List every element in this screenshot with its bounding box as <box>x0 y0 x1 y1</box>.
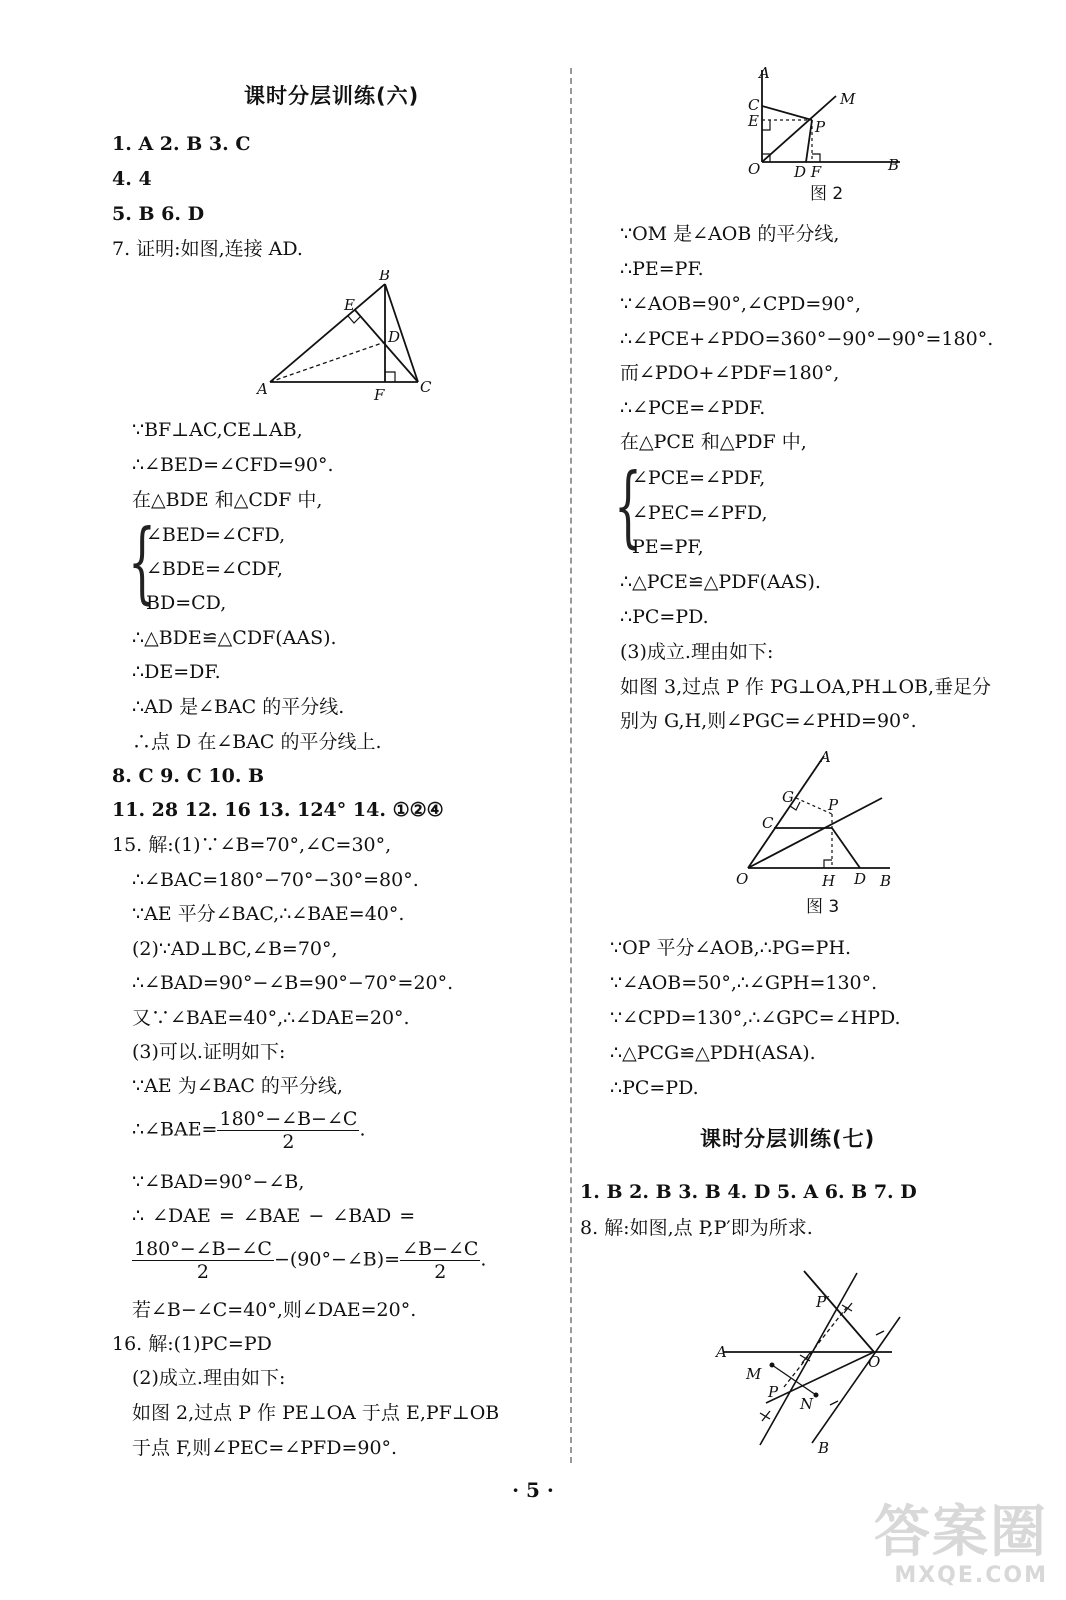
proof-line: ∴DE=DF. <box>132 661 221 683</box>
label-o: O <box>868 1353 881 1371</box>
label-a: A <box>716 1343 727 1361</box>
proof-line: ∵∠BAD=90°−∠B, <box>132 1171 305 1193</box>
proof-line: ∴∠PCE=∠PDF. <box>620 397 766 419</box>
proof-line: 在△PCE 和△PDF 中, <box>620 431 807 453</box>
label-b: B <box>379 270 391 284</box>
label-o: O <box>736 870 749 888</box>
label-g: G <box>782 788 794 806</box>
system-brace: { <box>614 454 642 557</box>
label-e: E <box>748 112 759 130</box>
watermark-logo: 答案圈 <box>874 1500 1048 1565</box>
figure-3-caption: 图 3 <box>806 897 840 917</box>
answer-line: 8. C 9. C 10. B <box>112 765 265 787</box>
label-p: P <box>768 1383 779 1401</box>
fraction-line: $\frac{180^\circ-\angle B-\angle C}{2}$ −(90°−∠B)= $\frac{\angle B-\angle C}{2}$ . <box>134 1238 487 1283</box>
proof-line: ∵OM 是∠AOB 的平分线, <box>620 223 840 245</box>
label-b: B <box>818 1439 830 1457</box>
proof-line: ∵BF⊥AC,CE⊥AB, <box>132 419 303 441</box>
label-c: C <box>762 814 774 832</box>
label-b: B <box>888 156 900 174</box>
proof-line: ∴AD 是∠BAC 的平分线. <box>132 696 345 718</box>
label-p: P <box>815 118 826 136</box>
fraction-line: ∴∠BAE= $\frac{180^\circ-\angle B-\angle C}{2}$ . <box>132 1108 366 1153</box>
figure-2-caption: 图 2 <box>810 184 844 204</box>
proof-line: 如图 3,过点 P 作 PG⊥OA,PH⊥OB,垂足分 <box>620 676 992 698</box>
proof-line: ∵OP 平分∠AOB,∴PG=PH. <box>610 937 852 959</box>
answer-line: 7. 证明:如图,连接 AD. <box>112 238 303 260</box>
proof-line: 于点 F,则∠PEC=∠PFD=90°. <box>132 1437 398 1459</box>
proof-line: ∴∠BED=∠CFD=90°. <box>132 454 334 476</box>
system-line: ∠BED=∠CFD, <box>146 524 286 546</box>
proof-line: ∴PC=PD. <box>620 606 709 628</box>
proof-line: (2)成立.理由如下: <box>132 1367 286 1389</box>
answer-line: 8. 解:如图,点 P,P′即为所求. <box>580 1217 813 1239</box>
label-m: M <box>840 90 856 108</box>
proof-line: ∴∠PCE+∠PDO=360°−90°−90°=180°. <box>620 328 994 350</box>
answer-line: 4. 4 <box>112 168 152 190</box>
proof-line: ∴∠BAD=90°−∠B=90°−70°=20°. <box>132 972 454 994</box>
proof-line: ∵∠AOB=90°,∠CPD=90°, <box>620 293 862 315</box>
answer-line: 1. A 2. B 3. C <box>112 133 251 155</box>
answer-line: 16. 解:(1)PC=PD <box>112 1333 272 1355</box>
system-brace: { <box>128 510 156 613</box>
system-line: BD=CD, <box>146 592 227 614</box>
proof-line: ∴△BDE≌△CDF(AAS). <box>132 627 337 649</box>
figure-4 <box>712 1255 912 1460</box>
label-a: A <box>257 380 268 398</box>
figure-triangle-abc <box>250 270 450 405</box>
proof-line: ∴PE=PF. <box>620 258 704 280</box>
proof-line: ∵AE 为∠BAC 的平分线, <box>132 1075 343 1097</box>
system-line: ∠PCE=∠PDF, <box>632 467 766 489</box>
watermark-url: MXQE.COM <box>894 1563 1048 1588</box>
proof-line: 若∠B−∠C=40°,则∠DAE=20°. <box>132 1299 417 1321</box>
column-divider <box>570 68 572 1463</box>
figure-2 <box>740 62 910 182</box>
answer-line: 1. B 2. B 3. B 4. D 5. A 6. B 7. D <box>580 1181 917 1203</box>
proof-line: ∴△PCE≌△PDF(AAS). <box>620 571 821 593</box>
answer-line: 5. B 6. D <box>112 203 205 225</box>
proof-line: 如图 2,过点 P 作 PE⊥OA 于点 E,PF⊥OB <box>132 1402 500 1424</box>
proof-line: ∵∠CPD=130°,∴∠GPC=∠HPD. <box>610 1007 901 1029</box>
label-e: E <box>344 296 355 314</box>
label-p-prime: P′ <box>816 1293 830 1311</box>
answer-line: 11. 28 12. 16 13. 124° 14. ①②④ <box>112 799 444 821</box>
label-n: N <box>800 1395 814 1413</box>
system-line: ∠PEC=∠PFD, <box>632 502 768 524</box>
system-line: PE=PF, <box>632 536 704 558</box>
proof-line: (3)成立.理由如下: <box>620 641 774 663</box>
page-number: · 5 · <box>512 1478 554 1502</box>
label-a: A <box>820 748 831 766</box>
proof-line: ∴∠BAC=180°−70°−30°=80°. <box>132 869 419 891</box>
label-d: D <box>854 870 867 888</box>
label-b: B <box>880 872 892 890</box>
proof-line: ∵AE 平分∠BAC,∴∠BAE=40°. <box>132 903 405 925</box>
label-p: P <box>828 796 839 814</box>
proof-line: 又∵∠BAE=40°,∴∠DAE=20°. <box>132 1007 410 1029</box>
proof-line: (2)∵AD⊥BC,∠B=70°, <box>132 938 338 960</box>
label-h: H <box>822 872 836 890</box>
figure-3 <box>730 748 910 890</box>
label-a: A <box>759 64 770 82</box>
proof-line: ∵∠AOB=50°,∴∠GPH=130°. <box>610 972 878 994</box>
proof-line: ∴点 D 在∠BAC 的平分线上. <box>132 731 382 753</box>
section-title-7: 课时分层训练(七) <box>700 1127 876 1151</box>
label-m: M <box>746 1365 762 1383</box>
label-c: C <box>420 378 432 396</box>
label-f: F <box>374 386 385 404</box>
label-df: D F <box>794 163 822 181</box>
label-d: D <box>388 328 401 346</box>
proof-line: (3)可以.证明如下: <box>132 1041 286 1063</box>
proof-line: 而∠PDO+∠PDF=180°, <box>620 362 840 384</box>
proof-line: ∴△PCG≌△PDH(ASA). <box>610 1042 816 1064</box>
proof-line: 在△BDE 和△CDF 中, <box>132 489 323 511</box>
proof-line: ∴ ∠DAE = ∠BAE − ∠BAD = <box>132 1205 416 1227</box>
proof-line: ∴PC=PD. <box>610 1077 699 1099</box>
label-c: C <box>748 96 760 114</box>
label-o: O <box>748 160 761 178</box>
answer-line: 15. 解:(1)∵∠B=70°,∠C=30°, <box>112 834 392 856</box>
proof-line: 别为 G,H,则∠PGC=∠PHD=90°. <box>620 710 917 732</box>
system-line: ∠BDE=∠CDF, <box>146 558 283 580</box>
section-title-6: 课时分层训练(六) <box>244 84 420 108</box>
watermark <box>874 1500 1048 1588</box>
